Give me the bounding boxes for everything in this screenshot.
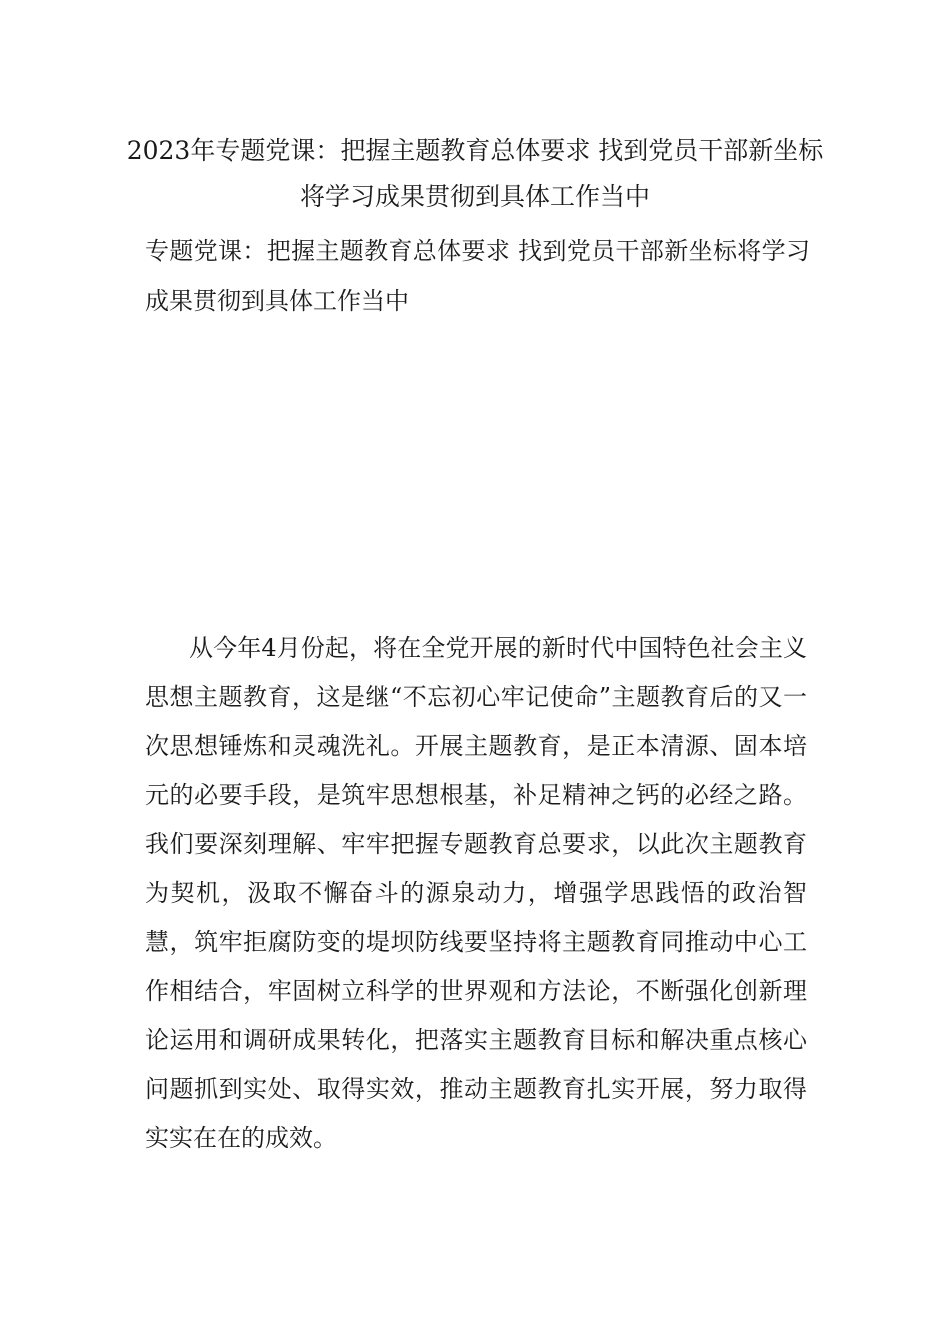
body-paragraph: 从今年4月份起，将在全党开展的新时代中国特色社会主义思想主题教育，这是继“不忘初心牢记使命”主题教育后的又一次思想锤炼和灵魂洗礼。开展主题教育，是正本清源、固本培元的必要手段，是筑牢思想根基，补足精神之钙的必经之路。我们要深刻理解、牢牢把握专题教育总要求，以此次主题教育为契机，汲取不懈奋斗的源泉动力，增强学思践悟的政治智慧，筑牢拒腐防变的堤坝防线要坚持将主题教育同推动中心工作相结合，牢固树立科学的世界观和方法论，不断强化创新理论运用和调研成果转化，把落实主题教育目标和解决重点核心问题抓到实处、取得实效，推动主题教育扎实开展，努力取得实实在在的成效。 [145, 634, 807, 1152]
document-title: 2023年专题党课：把握主题教育总体要求 找到党员干部新坐标 将学习成果贯彻到具体工作当中 [126, 136, 824, 211]
document-subtitle: 专题党课：把握主题教育总体要求 找到党员干部新坐标将学习成果贯彻到具体工作当中 [145, 237, 810, 315]
